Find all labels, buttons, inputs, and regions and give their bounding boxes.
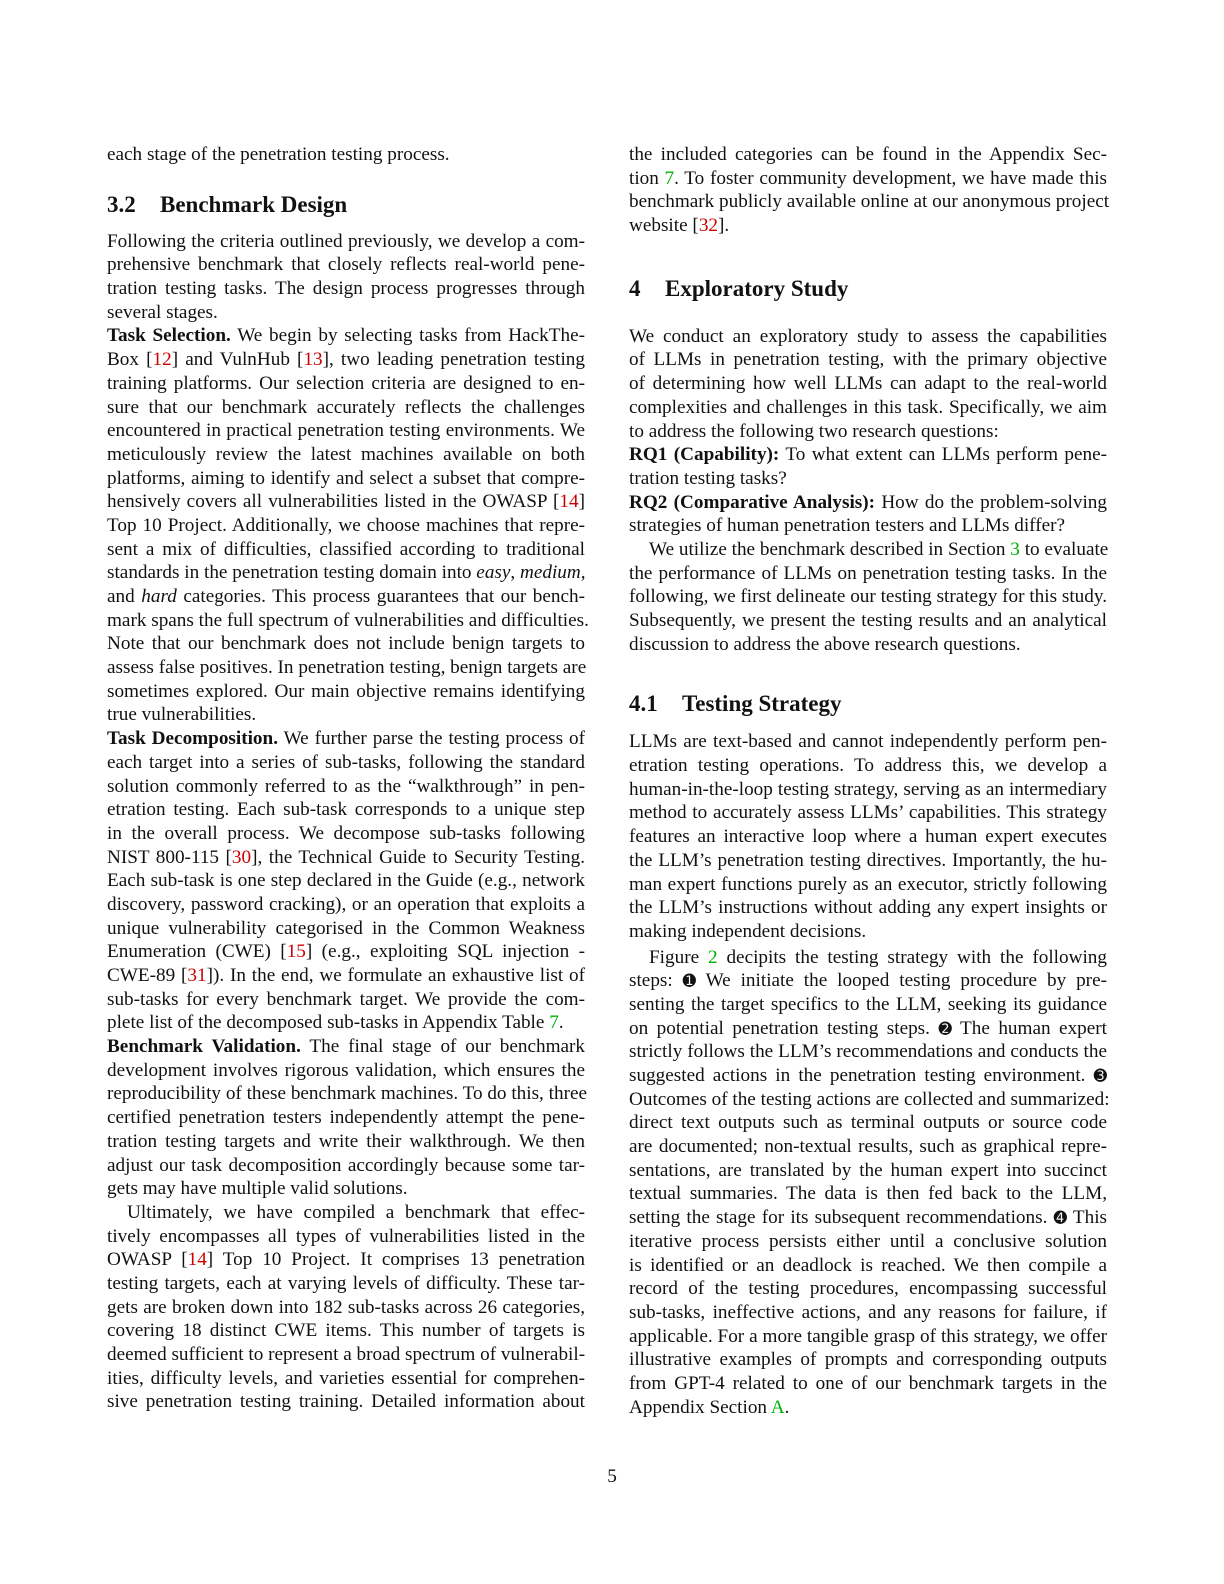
paragraph-line: gets are broken down into 182 sub-tasks across 26 categories, [107,1296,585,1318]
paragraph-line: the performance of LLMs on penetration testing tasks. In the [629,562,1107,584]
section-title: Exploratory Study [665,275,849,301]
table-reference-link[interactable]: 7 [549,1012,559,1034]
emphasis: medium [519,562,581,584]
paragraph-line: solution commonly referred to as the “walkthrough” in pen- [107,775,585,797]
text: on potential penetration testing steps. [629,1017,939,1039]
paragraph-task-decomposition [107,727,585,1035]
paragraph-line: meticulously review the latest machines available on both [107,443,585,465]
text: setting the stage for its subsequent recommendations. [629,1207,1054,1229]
paragraph-line: from GPT-4 related to one of our benchmark targets in the [629,1372,1107,1394]
paragraph-line: illustrative examples of prompts and corresponding outputs [629,1349,1107,1371]
paragraph-study-intro [629,325,1107,443]
text: standards in the penetration testing domain into [107,562,477,584]
text: plete list of the decomposed sub-tasks in Appendix Table [107,1012,550,1034]
paragraph-line: training platforms. Our selection criteria are designed to en- [107,372,585,394]
text: decipits the testing strategy with the following [717,946,1107,968]
paragraph-line: sentations, are translated by the human expert into succinct [629,1159,1107,1181]
step-4-icon: ➍ [1053,1208,1068,1228]
paragraph-line: making independent decisions. [629,920,867,942]
text: ], two leading penetration testing [322,349,585,371]
paragraph-line: platforms, aiming to identify and select a subset that compre- [107,467,585,489]
paragraph-line: each stage of the penetration testing process. [107,144,450,165]
text: steps: [629,970,683,992]
paragraph-line: features an interactive loop where a human expert executes [629,826,1107,848]
paragraph-line: strictly follows the LLM’s recommendations and conducts the [629,1041,1107,1063]
paragraph-line: unique vulnerability categorised in the Common Weakness [107,917,585,939]
citation-link[interactable]: 12 [152,349,172,371]
research-question-2 [629,491,1107,538]
paragraph-line: several stages. [107,301,218,323]
paragraph-line: assess false positives. In penetration testing, benign targets are [107,657,587,679]
citation-link[interactable]: 14 [187,1249,207,1271]
paragraph-line: each target into a series of sub-tasks, following the standard [107,751,585,773]
paragraph-benchmark-validation [107,1035,585,1201]
text: Appendix Section [629,1396,771,1418]
paragraph-line: Note that our benchmark does not include benign targets to [107,633,585,655]
paragraph-line: iterative process persists either until a conclusive solution [629,1230,1107,1252]
section-title: Benchmark Design [160,191,348,217]
rq-label: RQ1 (Capability): [629,444,780,466]
section-number: 3.2 [107,191,136,217]
text: ], the Technical Guide to Security Testing. [251,846,586,868]
paragraph-line: development involves rigorous validation, which ensures the [107,1059,585,1081]
text: website [ [629,215,699,237]
text: NIST 800-115 [ [107,846,232,868]
text: OWASP [ [107,1249,188,1271]
paragraph-line: adjust our task decomposition accordingly because some tar- [107,1154,585,1176]
paragraph-line: certified penetration testers independently attempt the pene- [107,1107,585,1129]
citation-link[interactable]: 14 [559,491,579,513]
text: The human expert [951,1017,1107,1039]
paragraph-line: benchmark publicly available online at our anonymous project [629,191,1110,213]
paragraph-line: the included categories can be found in the Appendix Sec- [629,144,1107,165]
text: We begin by selecting tasks from HackThe- [230,325,585,347]
paragraph-line: sometimes explored. Our main objective remains identifying [107,680,585,702]
paragraph-line: tively encompasses all types of vulnerabilities listed in the [107,1225,585,1247]
citation-link[interactable]: 31 [187,965,207,986]
rq-label: RQ2 (Comparative Analysis): [629,491,876,513]
text: suggested actions in the penetration testing environment. [629,1065,1094,1086]
paragraph-utilize [629,538,1107,656]
paragraph-line: of determining how well LLMs can adapt to the real-world [629,373,1107,395]
section-number: 4 [629,275,641,301]
text: We utilize the benchmark described in Section [649,538,1011,560]
section-reference-link[interactable]: 7 [664,167,675,189]
paragraph-line: Following the criteria outlined previously, we develop a com- [107,230,585,252]
paragraph-line: Ultimately, we have compiled a benchmark that effec- [127,1201,585,1223]
text: This [1067,1207,1108,1229]
text: ] [578,491,585,513]
paragraph-line: tration testing tasks? [629,467,787,489]
paragraph-line: discussion to address the above research questions. [629,633,1021,655]
paragraph-task-selection [107,324,589,727]
paragraph-line: applicable. For a more tangible grasp of this strategy, we offer [629,1325,1107,1347]
text: , [580,562,586,584]
paragraph-line: discovery, password cracking), or an operation that exploits a [107,893,585,915]
paragraph-line: of LLMs in penetration testing, with the primary objective [629,349,1107,371]
text: categories. This process guarantees that our bench- [176,586,585,607]
paragraph-ultimately [107,1201,585,1414]
paragraph-line: We conduct an exploratory study to assess the capabilities [629,325,1107,347]
text: We further parse the testing process of [278,728,585,750]
page-number: 5 [607,1466,617,1487]
paragraph-line: the LLM’s penetration testing directives. Importantly, the hu- [629,849,1107,871]
text: The final stage of our benchmark [300,1036,585,1058]
paragraph-line: covering 18 distinct CWE items. This number of targets is [107,1320,585,1342]
paragraph-line: record of the testing procedures, encompassing successful [629,1278,1107,1300]
section-heading-4-1 [629,690,1107,718]
run-in-heading: Task Selection. [107,325,231,347]
paragraph-line: method to accurately assess LLMs’ capabilities. This strategy [629,802,1107,824]
section-number: 4.1 [629,691,658,717]
paragraph-line: tration testing tasks. The design process progresses through [107,278,585,300]
paragraph-line: true vulnerabilities. [107,704,257,726]
text: ] (e.g., exploiting SQL injection - [305,941,585,963]
emphasis: easy [476,562,511,584]
step-3-icon: ➌ [1093,1066,1107,1085]
text: to evaluate [1019,538,1109,560]
paragraph-line: prehensive benchmark that closely reflects real-world pene- [107,254,585,276]
text: hensively covers all vulnerabilities listed in the OWASP [ [107,491,560,513]
paragraph-line: direct text outputs such as terminal outputs or source code [629,1112,1107,1134]
section-title: Testing Strategy [682,691,842,717]
text: CWE-89 [ [107,965,188,986]
paragraph-line: human-in-the-loop testing strategy, serving as an intermediary [629,778,1107,800]
paragraph-line: ities, difficulty levels, and varieties essential for comprehen- [107,1367,585,1389]
text: We initiate the looped testing procedure by pre- [696,970,1107,992]
paragraph-line: Each sub-task is one step declared in the Guide (e.g., network [107,870,585,892]
step-2-icon: ➋ [938,1018,952,1038]
text: , [510,562,520,584]
paragraph-line: sub-tasks, ineffective actions, and any reasons for failure, if [629,1301,1107,1323]
paragraph-line: deemed sufficient to represent a broad spectrum of vulnerabil- [107,1344,586,1365]
paragraph-line: sent a mix of difficulties, classified according to traditional [107,538,585,560]
text: Box [ [107,349,153,371]
paragraph-line: are documented; non-textual results, such as graphical repre- [629,1136,1107,1158]
appendix-reference-link[interactable]: A [770,1396,785,1418]
step-1-icon: ➊ [682,971,697,991]
run-in-heading: Task Decomposition. [107,728,278,750]
paragraph-line: senting the target specifics to the LLM, seeking its guidance [629,993,1107,1015]
text: Figure [649,946,708,968]
text: Enumeration (CWE) [ [107,941,287,963]
citation-link[interactable]: 30 [231,846,252,868]
text: . To foster community development, we have made this [674,167,1107,189]
text: How do the problem-solving [875,491,1107,513]
paragraph-line: testing targets, each at varying levels of difficulty. These tar- [107,1272,585,1294]
text: tion [629,167,665,189]
paragraph-line: complexities and challenges in this task. Specifically, we aim [629,396,1107,418]
paragraph-line: textual summaries. The data is then fed back to the LLM, [629,1183,1107,1205]
paragraph-line: reproducibility of these benchmark machines. To do this, three [107,1083,587,1105]
paragraph-line: sive penetration testing training. Detailed information about [107,1391,585,1413]
text: To what extent can LLMs perform pene- [779,444,1108,466]
emphasis: hard [141,586,177,607]
citation-link[interactable]: 32 [698,215,718,237]
paragraph-llm-text-based [629,730,1107,943]
paragraph-line: Top 10 Project. Additionally, we choose machines that repre- [107,514,585,536]
section-reference-link[interactable]: 3 [1010,538,1020,560]
paragraph-line: gets may have multiple valid solutions. [107,1178,408,1200]
text: . [558,1012,564,1034]
paragraph-continuation [629,143,1110,238]
text: ]). In the end, we formulate an exhaustive list of [206,965,585,986]
section-heading-4 [629,275,1107,303]
paragraph-figure-steps [629,946,1110,1420]
paragraph-line: man expert functions purely as an executor, strictly following [629,873,1107,895]
paragraph-line: to address the following two research questions: [629,420,999,442]
figure-reference-link[interactable]: 2 [707,946,718,968]
left-column [107,143,589,1414]
paragraph-line: etration testing. Each sub-task corresponds to a unique step [107,799,585,821]
paragraph-line: mark spans the full spectrum of vulnerabilities and difficulties. [107,609,589,631]
text: and [107,586,142,607]
paragraph-line: sub-tasks for every benchmark target. We provide the com- [107,988,585,1010]
paragraph-line: LLMs are text-based and cannot independently perform pen- [629,731,1107,753]
paragraph-line: tration testing targets and write their walkthrough. We then [107,1130,585,1152]
paragraph-line: etration testing operations. To address this, we develop a [629,755,1107,777]
section-heading-3-2 [107,191,585,219]
text: . [784,1396,790,1418]
paragraph-line: the LLM’s instructions without adding any expert insights or [629,897,1107,919]
paragraph-line: is identified or an deadlock is reached. We then compile a [629,1254,1107,1276]
paragraph-line: in the overall process. We decompose sub-tasks following [107,822,585,844]
paragraph-line: sure that our benchmark accurately reflects the challenges [107,396,585,418]
run-in-heading: Benchmark Validation. [107,1036,301,1058]
paragraph-intro [107,230,585,325]
text: ] and VulnHub [ [171,349,304,371]
research-question-1 [629,443,1107,490]
citation-link[interactable]: 13 [303,349,323,371]
text: ]. [718,215,730,237]
paragraph-line: Subsequently, we present the testing results and an analytical [629,610,1107,631]
citation-link[interactable]: 15 [286,941,306,963]
paragraph-line: strategies of human penetration testers and LLMs differ? [629,515,1066,537]
paragraph-line: encountered in practical penetration testing environments. We [107,420,585,442]
text: ] Top 10 Project. It comprises 13 penetration [206,1249,585,1271]
right-column [629,143,1110,1419]
paragraph-line: Outcomes of the testing actions are collected and summarized: [629,1088,1110,1110]
paragraph-line: following, we first delineate our testing strategy for this study. [629,586,1107,608]
